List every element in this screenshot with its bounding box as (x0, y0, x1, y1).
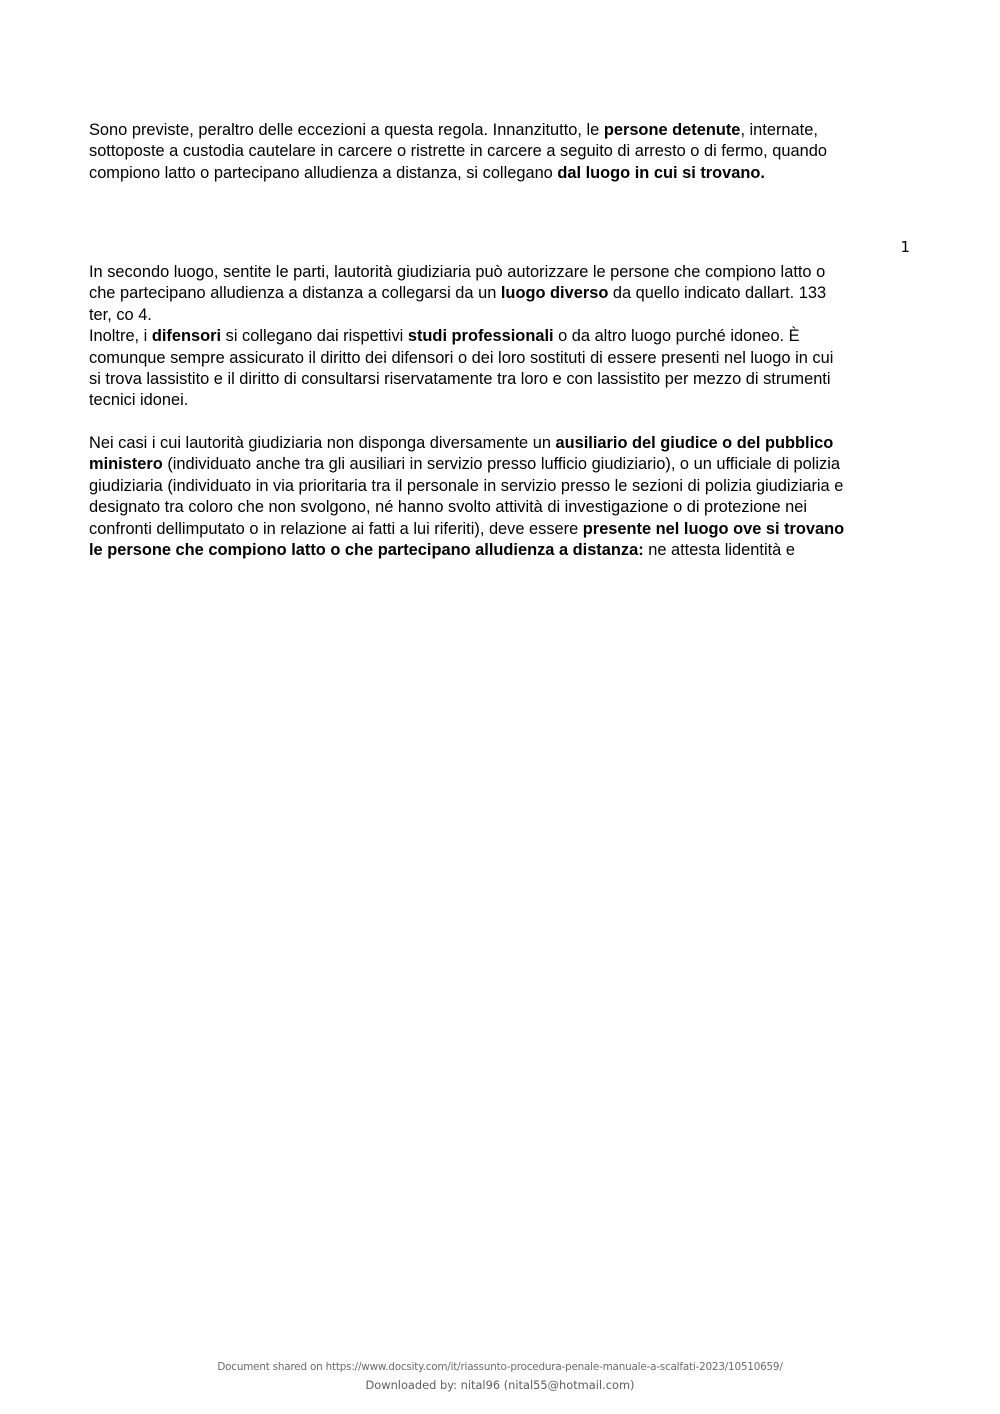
text-run: ne attesta lidentità e (643, 541, 795, 560)
text-run: (individuato anche tra gli ausiliari in servizio presso lufficio giudiziario), o un ufficiale di polizia giudiziaria (individuato in via prioritaria tra il personale in servizio presso le sezioni di polizia giudiziaria e designato tra coloro che non svolgono, né hanno svolto attività di investigazione o di protezione nei confronti dellimputato o in relazione ai fatti a lui riferiti), deve essere (89, 455, 844, 538)
text-run: Nei casi i cui lautorità giudiziaria non disponga diversamente un (89, 434, 556, 452)
bold-text-run: studi professionali (407, 327, 554, 346)
paragraph-secondo-luogo (89, 262, 911, 412)
footer-shared-link[interactable]: Document shared on https://www.docsity.com/it/riassunto-procedura-penale-manuale-a-scalfati-2023/10510659/ (217, 1361, 783, 1373)
bold-text-run: presente nel luogo ove si trovano le persone che compiono latto o che partecipano alludienza a distanza: (89, 519, 845, 560)
bold-text-run: ausiliario del giudice o del pubblico ministero (89, 434, 834, 474)
bold-text-run: luogo diverso (500, 284, 609, 303)
text-run: o da altro luogo purché idoneo. È comunque sempre assicurato il diritto dei difensori o dei loro sostituti di essere presenti nel luogo in cui si trova lassistito e il diritto di consultarsi riservatamente tra loro e con lassistito per mezzo di strumenti tecnici idonei. (89, 327, 834, 410)
text-run: In secondo luogo, sentite le parti, lautorità giudiziaria può autorizzare le persone che compiono latto o che partecipano alludienza a distanza a collegarsi da un (89, 263, 826, 303)
text-run: , internate, sottoposte a custodia cautelare in carcere o ristrette in carcere a seguito di arresto o di fermo, quando compiono latto o partecipano alludienza a distanza, si collegano (89, 121, 827, 182)
footer-downloaded-by: Downloaded by: nital96 (nital55@hotmail.com) (365, 1378, 635, 1392)
paragraph-ausiliario (89, 433, 911, 561)
bold-text-run: persone detenute (603, 121, 741, 139)
bold-text-run: difensori (151, 327, 222, 346)
text-run: da quello indicato dallart. 133 ter, co 4. Inoltre, i (89, 284, 827, 346)
paragraph-eccezioni (89, 120, 911, 184)
text-run: Sono previste, peraltro delle eccezioni a questa regola. Innanzitutto, le (89, 121, 604, 139)
text-run: si collegano dai rispettivi (221, 327, 408, 346)
page-number: 1 (900, 238, 910, 256)
bold-text-run: dal luogo in cui si trovano. (557, 163, 765, 182)
